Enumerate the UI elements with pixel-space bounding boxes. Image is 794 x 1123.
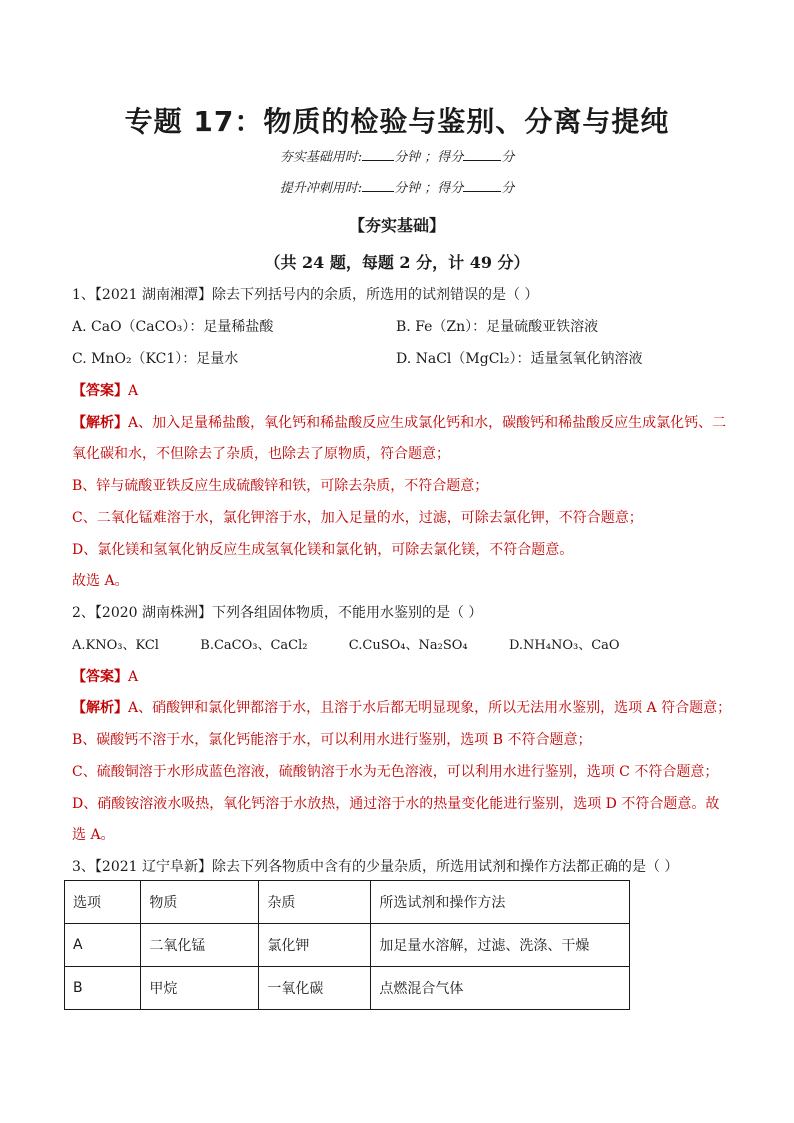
table-header-cell: 选项 <box>65 881 141 924</box>
page-title: 专题 17：物质的检验与鉴别、分离与提纯 <box>124 105 670 138</box>
question-1-analysis-line: 氧化碳和水，不但除去了杂质，也除去了原物质，符合题意； <box>72 446 450 462</box>
answer-tag: 【答案】 <box>72 669 128 685</box>
question-1-conclusion: 故选 A。 <box>72 573 129 589</box>
question-1-analysis-line <box>72 412 726 432</box>
question-2-stem: 2、【2020 湖南株洲】下列各组固体物质，不能用水鉴别的是（ ） <box>72 605 483 621</box>
question-1-analysis-line: D、氯化镁和氢氧化钠反应生成氢氧化镁和氯化钠，可除去氯化镁，不符合题意。 <box>72 542 574 558</box>
score-unit: 分 <box>501 181 515 196</box>
score-separator: ；得分 <box>424 181 464 196</box>
table-row <box>65 967 630 1010</box>
table-header-cell: 杂质 <box>259 881 371 924</box>
table-cell: 二氧化锰 <box>141 924 259 967</box>
score-separator: ；得分 <box>424 150 464 165</box>
table-row <box>65 924 630 967</box>
table-cell: 点燃混合气体 <box>371 967 630 1010</box>
score-blank[interactable] <box>463 179 501 192</box>
table-cell: 甲烷 <box>141 967 259 1010</box>
question-2-answer <box>72 666 138 686</box>
question-1-option-a: A. CaO（CaCO₃）：足量稀盐酸 <box>72 319 274 335</box>
table-header-row <box>65 881 630 924</box>
question-3-stem: 3、【2021 辽宁阜新】除去下列各物质中含有的少量杂质，所选用试剂和操作方法都正确的是（ ） <box>72 859 679 875</box>
table-cell: B <box>65 967 141 1010</box>
answer-value: A <box>128 669 139 685</box>
section-summary: （共 24 题，每题 2 分，计 49 分） <box>264 253 530 272</box>
timer-line-basic <box>0 146 794 165</box>
answer-value: A <box>128 383 139 399</box>
score-unit: 分 <box>501 150 515 165</box>
analysis-text: A、硝酸钾和氯化钾都溶于水，且溶于水后都无明显现象，所以无法用水鉴别，选项 A 符合题意； <box>128 700 732 716</box>
table-header-cell: 物质 <box>141 881 259 924</box>
analysis-tag: 【解析】 <box>72 415 128 431</box>
time-blank[interactable] <box>362 179 394 192</box>
question-2-analysis-line: B、碳酸钙不溶于水，氯化钙能溶于水，可以利用水进行鉴别，选项 B 不符合题意； <box>72 732 592 748</box>
table-cell: 加足量水溶解，过滤、洗涤、干燥 <box>371 924 630 967</box>
question-3-table <box>64 880 630 1010</box>
question-1-analysis-line: C、二氧化锰难溶于水，氯化钾溶于水，加入足量的水，过滤，可除去氯化钾，不符合题意； <box>72 510 643 526</box>
question-2-options: A.KNO₃、KCl B.CaCO₃、CaCl₂ C.CuSO₄、Na₂SO₄ D.NH₄NO₃、CaO <box>72 638 620 653</box>
table-cell: 氯化钾 <box>259 924 371 967</box>
analysis-tag: 【解析】 <box>72 700 128 716</box>
time-blank[interactable] <box>362 148 394 161</box>
question-1-analysis-line: B、锌与硫酸亚铁反应生成硫酸锌和铁，可除去杂质，不符合题意； <box>72 478 489 494</box>
timer-line-advanced <box>0 177 794 196</box>
question-1-option-c: C. MnO₂（KC1）：足量水 <box>72 351 239 367</box>
timer-label: 夯实基础用时: <box>279 150 363 165</box>
question-2-analysis-line: 选 A。 <box>72 827 115 843</box>
question-1-option-b: B. Fe（Zn）：足量硫酸亚铁溶液 <box>396 319 599 335</box>
analysis-text: A、加入足量稀盐酸，氧化钙和稀盐酸反应生成氯化钙和水，碳酸钙和稀盐酸反应生成氯化钙、二 <box>128 415 727 431</box>
section-heading: 【夯实基础】 <box>348 216 445 235</box>
question-2-analysis-line: C、硫酸铜溶于水形成蓝色溶液，硫酸钠溶于水为无色溶液，可以利用水进行鉴别，选项 C 不符合题意； <box>72 764 719 780</box>
timer-label: 提升冲刺用时: <box>279 181 363 196</box>
question-1-option-d: D. NaCl（MgCl₂）：适量氢氧化钠溶液 <box>396 351 643 367</box>
table-header-cell: 所选试剂和操作方法 <box>371 881 630 924</box>
score-blank[interactable] <box>463 148 501 161</box>
question-2-analysis-line: D、硝酸铵溶液水吸热，氧化钙溶于水放热，通过溶于水的热量变化能进行鉴别，选项 D 不符合题意。故 <box>72 796 720 812</box>
question-1-answer <box>72 380 138 400</box>
minute-unit: 分钟 <box>394 150 421 165</box>
question-2-analysis-line <box>72 697 731 717</box>
table-cell: 一氧化碳 <box>259 967 371 1010</box>
question-1-stem: 1、【2021 湖南湘潭】除去下列括号内的余质，所选用的试剂错误的是（ ） <box>72 287 539 303</box>
table-cell: A <box>65 924 141 967</box>
answer-tag: 【答案】 <box>72 383 128 399</box>
minute-unit: 分钟 <box>394 181 421 196</box>
